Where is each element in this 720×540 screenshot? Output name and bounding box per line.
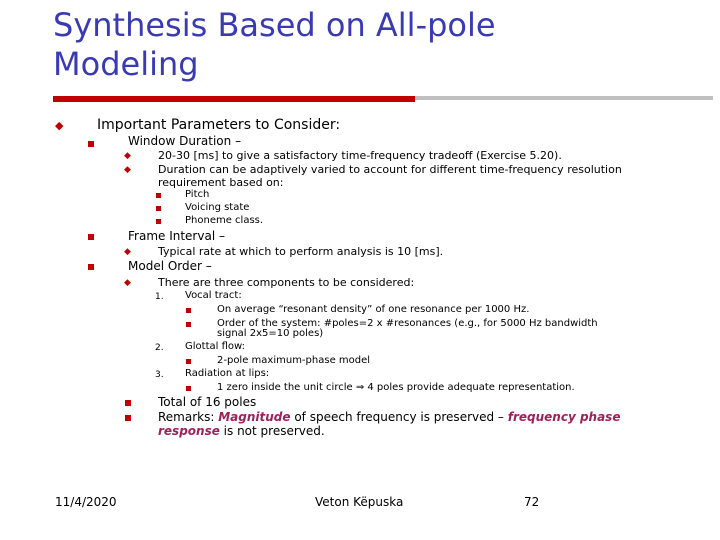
frame-interval-item-1: Typical rate at which to perform analysis is 10 [ms]. bbox=[158, 245, 444, 258]
square-bullet-icon bbox=[125, 400, 131, 406]
square-bullet-icon bbox=[186, 359, 191, 364]
remarks-emphasis-phase: frequency phase bbox=[507, 410, 621, 424]
square-bullet-icon bbox=[156, 219, 161, 224]
square-bullet-icon bbox=[156, 193, 161, 198]
number-3: 3. bbox=[155, 370, 164, 380]
sub-item-phoneme: Phoneme class. bbox=[185, 215, 264, 226]
window-duration-label: Window Duration – bbox=[128, 134, 242, 148]
square-bullet-icon bbox=[88, 234, 94, 240]
number-1: 1. bbox=[155, 292, 164, 302]
total-poles: Total of 16 poles bbox=[158, 395, 257, 409]
remarks-emphasis-response: response bbox=[158, 424, 220, 438]
diamond-bullet-icon: ◆ bbox=[55, 119, 64, 132]
window-duration-item-2-line-1: Duration can be adaptively varied to account for different time-frequency resolution bbox=[158, 163, 622, 176]
remarks-prefix: Remarks: bbox=[158, 410, 219, 424]
diamond-bullet-icon: ◆ bbox=[124, 151, 131, 161]
square-bullet-icon bbox=[186, 386, 191, 391]
heading-text: Important Parameters to Consider: bbox=[97, 117, 341, 133]
footer-author: Veton Këpuska bbox=[315, 495, 404, 509]
diamond-bullet-icon: ◆ bbox=[124, 278, 131, 288]
remarks-middle: of speech frequency is preserved – bbox=[290, 410, 508, 424]
title-line-1: Synthesis Based on All-pole bbox=[53, 6, 496, 44]
model-order-item-1: There are three components to be considered: bbox=[158, 276, 415, 289]
vocal-tract-item-2-line-1: Order of the system: #poles=2 x #resonances (e.g., for 5000 Hz bandwidth bbox=[217, 318, 598, 329]
square-bullet-icon bbox=[156, 206, 161, 211]
title-text bbox=[53, 6, 573, 84]
vocal-tract-label: Vocal tract: bbox=[185, 290, 242, 301]
sub-item-pitch: Pitch bbox=[185, 189, 210, 200]
diamond-bullet-icon: ◆ bbox=[124, 247, 131, 257]
square-bullet-icon bbox=[186, 308, 191, 313]
frame-interval-label: Frame Interval – bbox=[128, 229, 225, 243]
sub-item-voicing: Voicing state bbox=[185, 202, 250, 213]
title-accent-bar bbox=[53, 96, 415, 102]
vocal-tract-item-2-line-2: signal 2x5=10 poles) bbox=[217, 328, 324, 339]
remarks-line-2 bbox=[158, 424, 325, 438]
square-bullet-icon bbox=[88, 141, 94, 147]
square-bullet-icon bbox=[125, 415, 131, 421]
radiation-label: Radiation at lips: bbox=[185, 368, 270, 379]
radiation-item-1: 1 zero inside the unit circle ⇒ 4 poles provide adequate representation. bbox=[217, 382, 575, 393]
model-order-label: Model Order – bbox=[128, 259, 212, 273]
footer-page-number: 72 bbox=[524, 495, 540, 509]
glottal-flow-label: Glottal flow: bbox=[185, 341, 245, 352]
number-2: 2. bbox=[155, 343, 164, 353]
glottal-flow-item-1: 2-pole maximum-phase model bbox=[217, 355, 371, 366]
square-bullet-icon bbox=[88, 264, 94, 270]
square-bullet-icon bbox=[186, 322, 191, 327]
window-duration-item-2-line-2: requirement based on: bbox=[158, 176, 284, 189]
remarks-emphasis-magnitude: Magnitude bbox=[218, 410, 291, 424]
window-duration-item-1: 20-30 [ms] to give a satisfactory time-frequency tradeoff (Exercise 5.20). bbox=[158, 149, 562, 162]
remarks-line-1 bbox=[158, 410, 620, 424]
title-line-2: Modeling bbox=[53, 45, 199, 83]
diamond-bullet-icon: ◆ bbox=[124, 165, 131, 175]
vocal-tract-item-1: On average “resonant density” of one resonance per 1000 Hz. bbox=[217, 304, 530, 315]
footer-date: 11/4/2020 bbox=[55, 495, 117, 509]
remarks-suffix: is not preserved. bbox=[219, 424, 325, 438]
